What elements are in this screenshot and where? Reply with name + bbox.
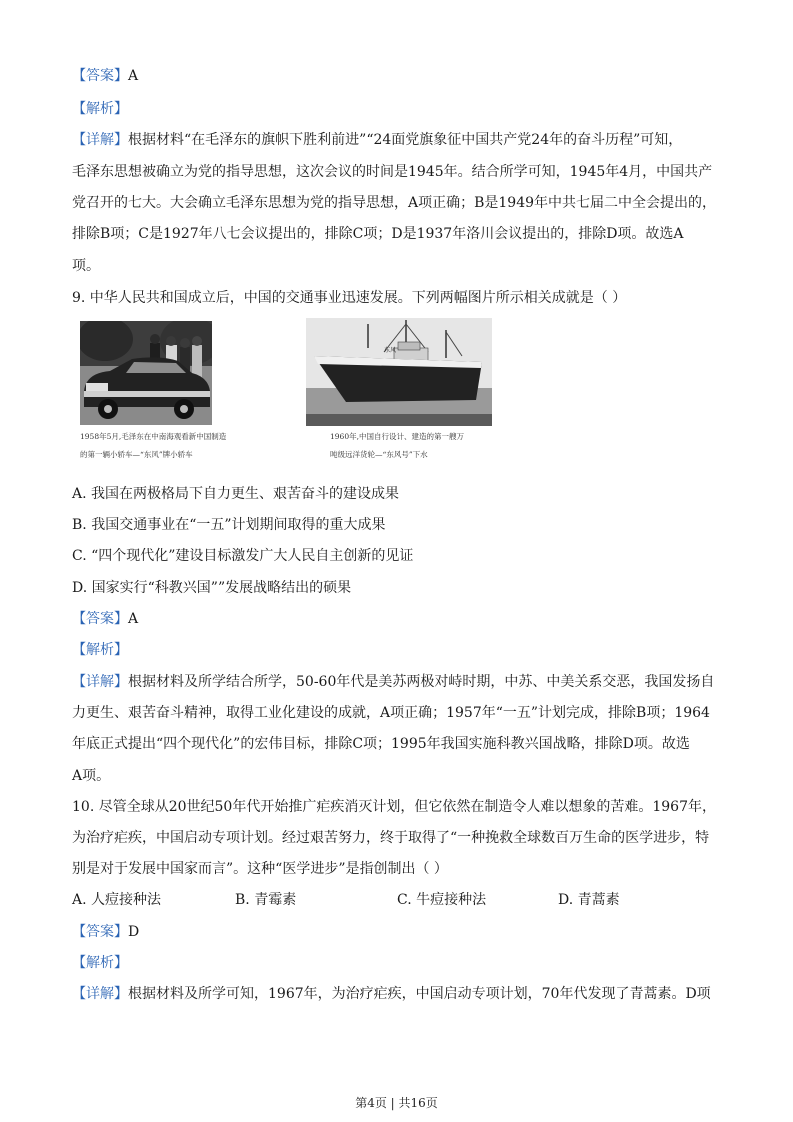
ship-photo-caption-1: 1960年,中国自行设计、建造的第一艘万 bbox=[330, 432, 464, 441]
analysis-tag: 【解析】 bbox=[72, 955, 128, 971]
q9-analysis-tag bbox=[72, 640, 128, 660]
q9-option-c[interactable]: C. “四个现代化”建设目标激发广大人民自主创新的见证 bbox=[72, 548, 414, 564]
q8-detail-line-1 bbox=[72, 130, 682, 150]
detail-tag: 【详解】 bbox=[72, 132, 128, 148]
q9-answer bbox=[72, 609, 138, 629]
q10-detail-line-1 bbox=[72, 984, 711, 1004]
q8-detail-line-4: 排除B项；C是1927年八七会议提出的，排除C项；D是1937年洛川会议提出的，排除D项。故选A bbox=[72, 226, 684, 242]
q10-option-d[interactable]: D. 青蒿素 bbox=[558, 892, 620, 908]
q9-detail-line-4: A项。 bbox=[72, 768, 111, 784]
car-photo-caption-2: 的第一辆小轿车—“东风”牌小轿车 bbox=[80, 450, 193, 459]
q9-option-d[interactable]: D. 国家实行“科教兴国””发展战略结出的硕果 bbox=[72, 580, 352, 596]
q8-detail-line-2: 毛泽东思想被确立为党的指导思想，这次会议的时间是1945年。结合所学可知，1945年4月，中国共产 bbox=[72, 164, 713, 180]
answer-value: D bbox=[128, 924, 140, 940]
ship-photo bbox=[306, 318, 492, 426]
analysis-tag: 【解析】 bbox=[72, 642, 128, 658]
q10-stem-line-1: 10. 尽管全球从20世纪50年代开始推广疟疾消灭计划，但它依然在制造令人难以想象的苦难。1967年， bbox=[72, 799, 716, 815]
detail-tag: 【详解】 bbox=[72, 986, 128, 1002]
detail-text: 根据材料“在毛泽东的旗帜下胜利前进”“24面党旗象征中国共产党24年的奋斗历程”可知， bbox=[128, 132, 683, 148]
q10-option-c[interactable]: C. 牛痘接种法 bbox=[397, 892, 487, 908]
q9-detail-line-2: 力更生、艰苦奋斗精神，取得工业化建设的成就，A项正确；1957年“一五”计划完成，排除B项；1964 bbox=[72, 705, 710, 721]
answer-tag: 【答案】 bbox=[72, 924, 128, 940]
car-photo-caption-1: 1958年5月,毛泽东在中南海观看新中国制造 bbox=[80, 432, 227, 441]
q8-detail-line-5: 项。 bbox=[72, 258, 100, 274]
q9-option-b[interactable]: B. 我国交通事业在“一五”计划期间取得的重大成果 bbox=[72, 517, 386, 533]
answer-tag: 【答案】 bbox=[72, 68, 128, 84]
q10-option-a[interactable]: A. 人痘接种法 bbox=[72, 892, 162, 908]
analysis-tag: 【解析】 bbox=[72, 101, 128, 117]
q9-option-a[interactable]: A. 我国在两极格局下自力更生、艰苦奋斗的建设成果 bbox=[72, 486, 400, 502]
page-footer: 第4页 | 共16页 bbox=[355, 1096, 438, 1110]
q10-option-b[interactable]: B. 青霉素 bbox=[235, 892, 297, 908]
q8-answer bbox=[72, 66, 138, 86]
q10-stem-line-2: 为治疗疟疾，中国启动专项计划。经过艰苦努力，终于取得了“一种挽救全球数百万生命的医学进步，特 bbox=[72, 830, 710, 846]
q9-detail-line-1 bbox=[72, 672, 714, 692]
answer-tag: 【答案】 bbox=[72, 611, 128, 627]
q10-analysis-tag bbox=[72, 953, 128, 973]
detail-tag: 【详解】 bbox=[72, 674, 128, 690]
car-photo bbox=[80, 321, 212, 425]
answer-value: A bbox=[128, 68, 139, 84]
q8-detail-line-3: 党召开的七大。大会确立毛泽东思想为党的指导思想，A项正确；B是1949年中共七届二中全会提出的， bbox=[72, 195, 717, 211]
detail-text: 根据材料及所学结合所学，50-60年代是美苏两极对峙时期，中苏、中美关系交恶，我国发扬自 bbox=[128, 674, 715, 690]
q10-answer bbox=[72, 922, 139, 942]
q8-analysis-tag bbox=[72, 99, 128, 119]
ship-name-text: 东风 bbox=[384, 347, 397, 354]
q10-stem-line-3: 别是对于发展中国家而言”。这种“医学进步”是指创制出（ ） bbox=[72, 861, 448, 877]
detail-text: 根据材料及所学可知，1967年，为治疗疟疾，中国启动专项计划，70年代发现了青蒿素。D项 bbox=[128, 986, 711, 1002]
q9-stem: 9. 中华人民共和国成立后，中国的交通事业迅速发展。下列两幅图片所示相关成就是（ ） bbox=[72, 290, 627, 306]
ship-photo-caption-2: 吨级远洋货轮—“东风号”下水 bbox=[330, 450, 428, 459]
q9-detail-line-3: 年底正式提出“四个现代化”的宏伟目标，排除C项；1995年我国实施科教兴国战略，排除D项。故选 bbox=[72, 736, 690, 752]
answer-value: A bbox=[128, 611, 139, 627]
